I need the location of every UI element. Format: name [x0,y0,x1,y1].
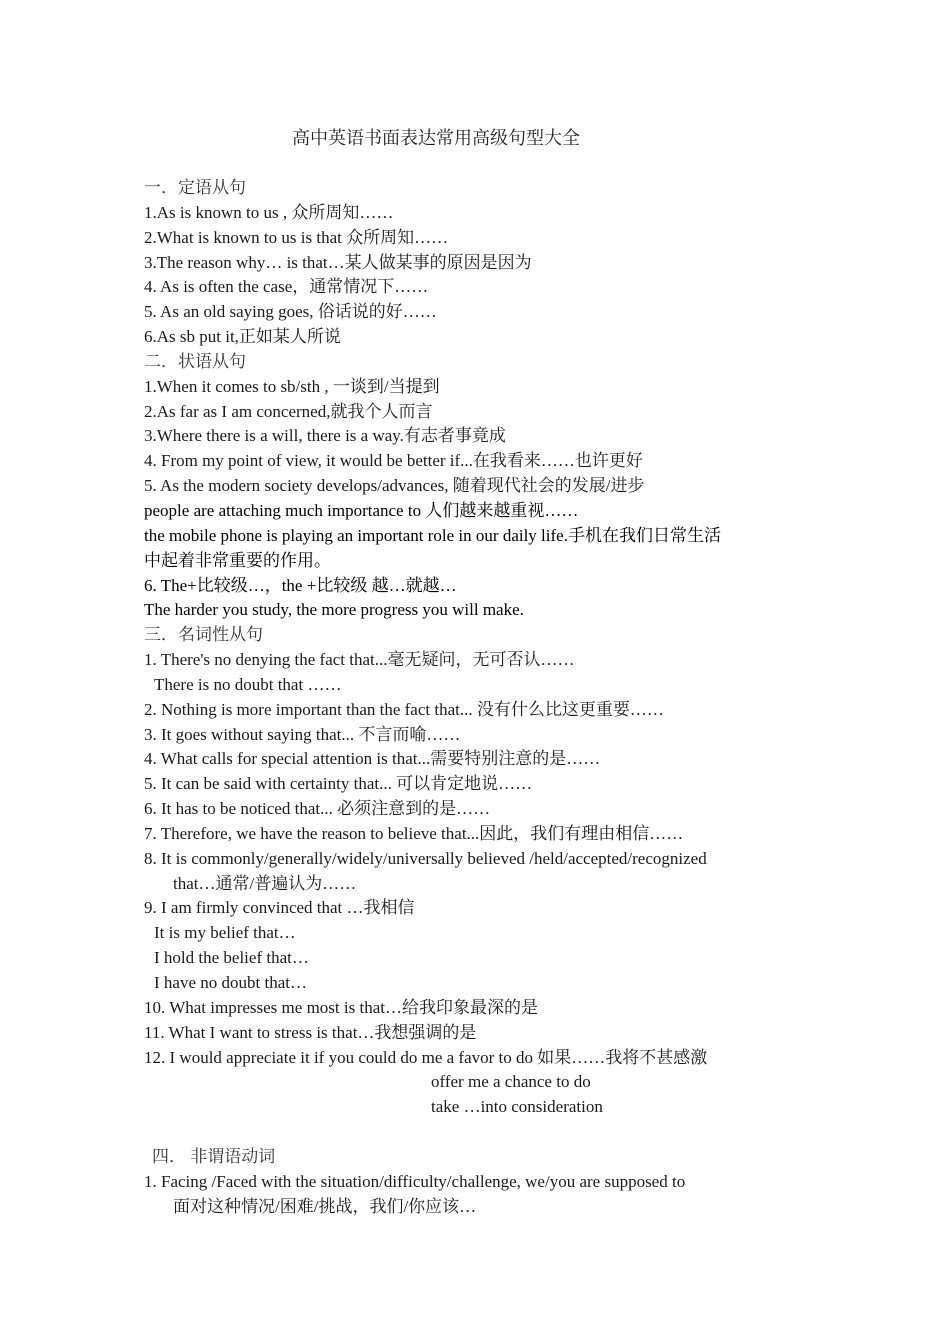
list-item: 3. It goes without saying that... 不言而喻…… [144,724,461,744]
list-item: 5. As the modern society develops/advances, 随着现代社会的发展/进步 [144,476,645,496]
example-sentence: people are attaching much importance to 人们越来越重视…… [144,500,579,520]
list-item: 1.As is known to us , 众所周知…… [144,202,394,222]
section-heading-noun-clause: 三．名词性从句 [144,625,263,645]
list-item: 2.What is known to us is that 众所周知…… [144,227,449,247]
list-item: 2.As far as I am concerned,就我个人而言 [144,401,433,421]
list-item-continuation: It is my belief that… [154,923,296,943]
list-item: 5. As an old saying goes, 俗话说的好…… [144,302,437,322]
section-heading-attributive-clause: 一．定语从句 [144,178,246,197]
page-title: 高中英语书面表达常用高级句型大全 [292,128,580,148]
list-item: 1.When it comes to sb/sth , 一谈到/当提到 [144,376,440,396]
list-item-continuation: I hold the belief that… [154,948,309,968]
list-item: 9. I am firmly convinced that …我相信 [144,898,415,918]
list-item: 10. What impresses me most is that…给我印象最深的是 [144,997,538,1017]
list-item-continuation: that…通常/普遍认为…… [173,873,357,893]
list-item-continuation: take …into consideration [431,1097,603,1117]
list-item-continuation: There is no doubt that …… [154,674,342,694]
list-item: 4. As is often the case，通常情况下…… [144,277,429,297]
list-item: 4. From my point of view, it would be better if...在我看来……也许更好 [144,451,643,471]
example-sentence: the mobile phone is playing an important role in our daily life.手机在我们日常生活 [144,525,721,545]
list-item: 6. It has to be noticed that... 必须注意到的是…… [144,799,491,819]
list-item: 2. Nothing is more important than the fact that... 没有什么比这更重要…… [144,699,664,719]
section-heading-non-finite-verbs: 四． 非谓语动词 [152,1146,276,1166]
list-item: 7. Therefore, we have the reason to believe that...因此，我们有理由相信…… [144,823,684,843]
list-item: 12. I would appreciate it if you could do me a favor to do 如果……我将不甚感激 [144,1047,708,1067]
document-body [144,176,804,1219]
list-item: 1. Facing /Faced with the situation/difficulty/challenge, we/you are supposed to [144,1171,686,1191]
list-item: 3.The reason why… is that…某人做某事的原因是因为 [144,252,532,272]
list-item-continuation: offer me a chance to do [431,1072,591,1092]
list-item: 3.Where there is a will, there is a way.有志者事竟成 [144,426,506,446]
list-item: 6. The+比较级…，the +比较级 越…就越… [144,575,457,595]
list-item: 1. There's no denying the fact that...毫无疑问，无可否认…… [144,650,575,670]
blank-line [144,1120,804,1145]
example-sentence: 中起着非常重要的作用。 [144,550,331,570]
example-sentence: The harder you study, the more progress you will make. [144,600,524,620]
list-item: 11. What I want to stress is that…我想强调的是 [144,1022,477,1042]
list-item: 6.As sb put it,正如某人所说 [144,327,341,347]
section-heading-adverbial-clause: 二．状语从句 [144,351,246,371]
list-item-continuation: 面对这种情况/困难/挑战，我们/你应该… [173,1196,477,1216]
list-item: 4. What calls for special attention is that...需要特别注意的是…… [144,749,601,769]
list-item: 8. It is commonly/generally/widely/universally believed /held/accepted/recognized [144,848,707,868]
list-item: 5. It can be said with certainty that... 可以肯定地说…… [144,774,533,794]
list-item-continuation: I have no doubt that… [154,973,307,992]
